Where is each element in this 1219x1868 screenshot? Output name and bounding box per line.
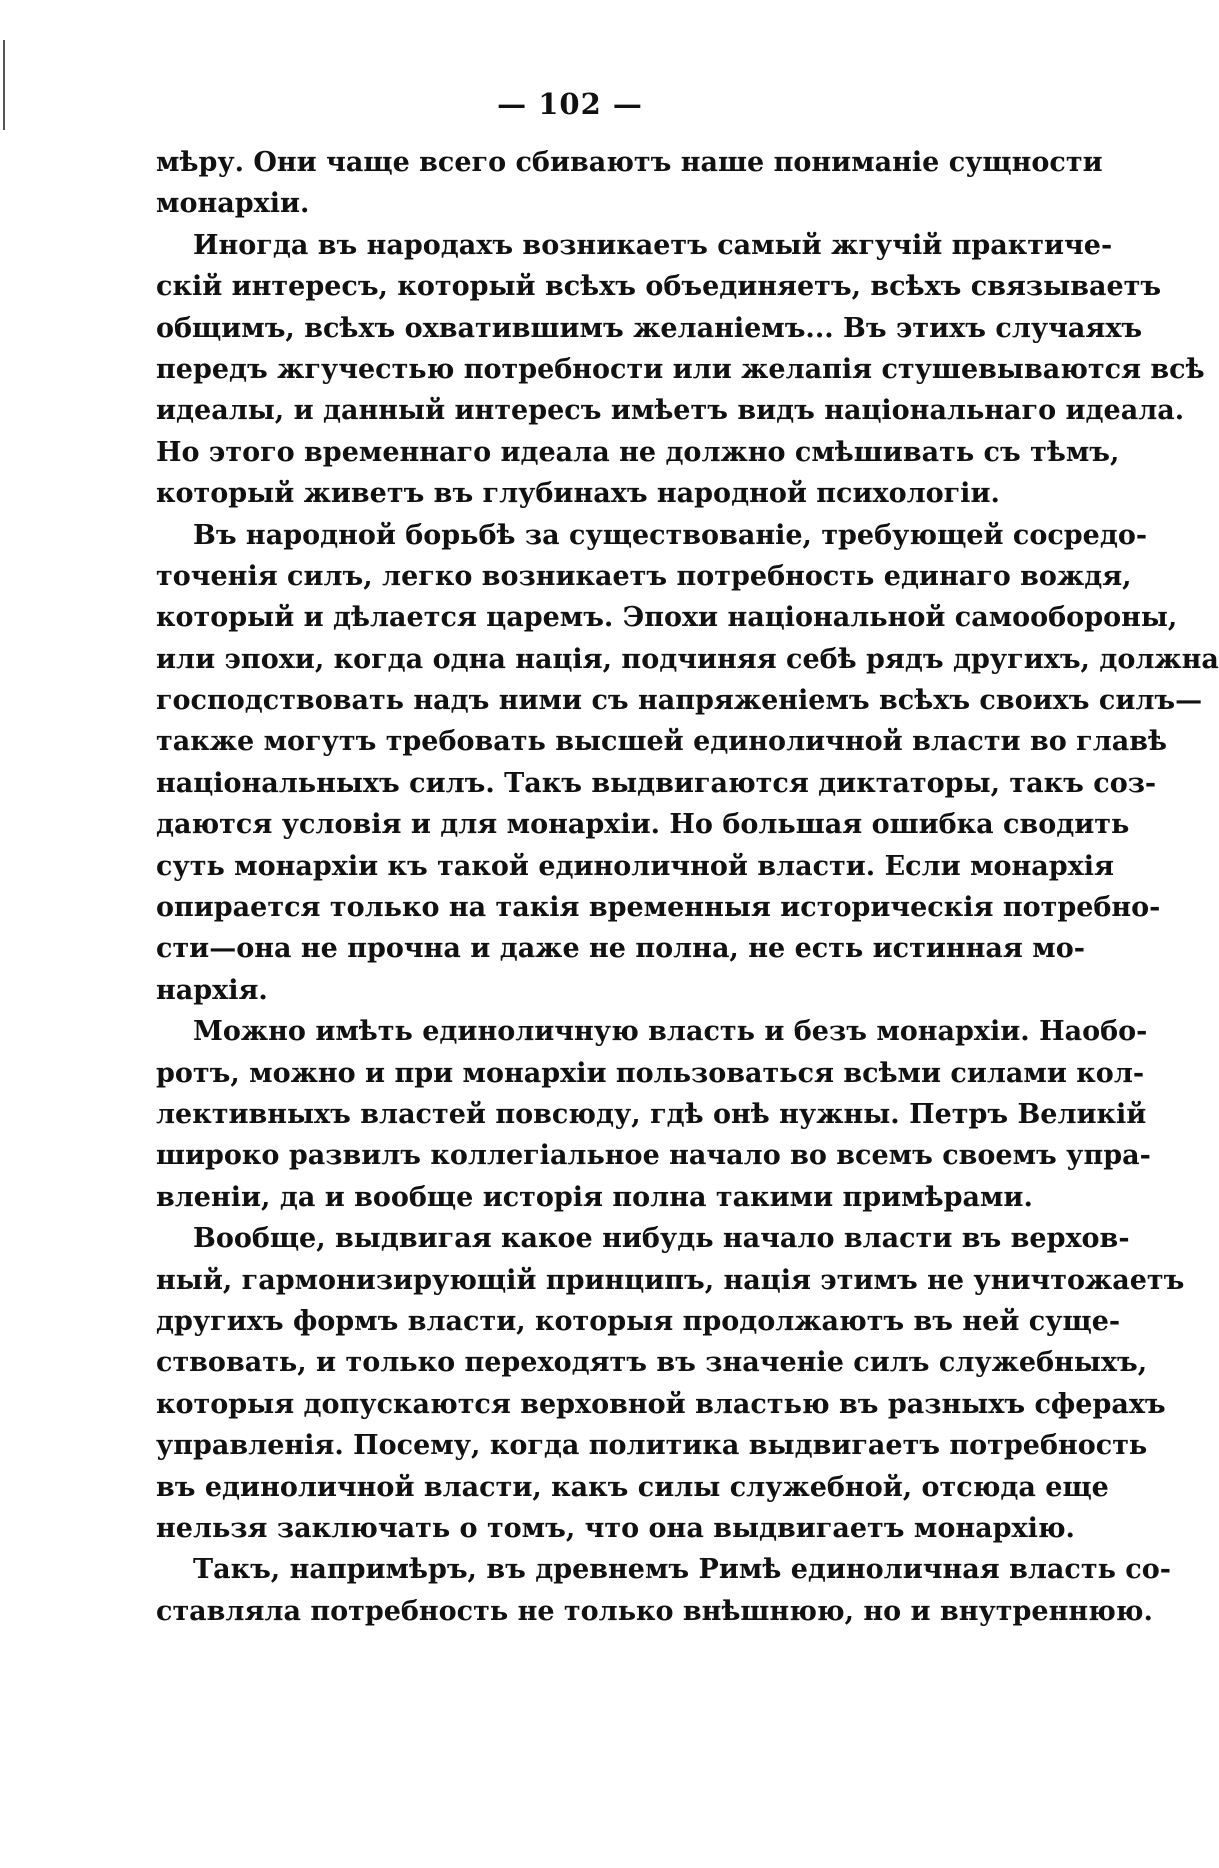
text-line: сти—она не прочна и даже не полна, не есть истинная мо-	[156, 933, 1085, 965]
text-line: національныхъ силъ. Такъ выдвигаются диктаторы, такъ соз-	[156, 767, 1157, 799]
text-line: Иногда въ народахъ возникаетъ самый жгучій практиче-	[193, 229, 1113, 261]
text-line: точенія силъ, легко возникаетъ потребность единаго вождя,	[156, 560, 1132, 592]
text-line: Можно имѣть единоличную власть и безъ монархіи. Наобо-	[193, 1016, 1148, 1048]
paragraph-2	[156, 225, 1205, 515]
text-line: монархіи.	[156, 188, 310, 220]
text-line: ствовать, и только переходятъ въ значеніе силъ служебныхъ,	[156, 1347, 1148, 1379]
paragraph-3	[156, 515, 1219, 1012]
paragraph-4	[156, 1011, 1151, 1218]
text-line: передъ жгучестью потребности или желапія стушевываются всѣ	[156, 353, 1205, 385]
text-line: идеалы, и данный интересъ имѣетъ видъ національнаго идеала.	[156, 395, 1185, 427]
paragraph-5	[156, 1218, 1185, 1549]
text-line: мѣру. Они чаще всего сбиваютъ наше пониманіе сущности	[156, 147, 1103, 178]
text-line: даются условія и для монархіи. Но большая ошибка сводить	[156, 809, 1130, 841]
text-line: Но этого временнаго идеала не должно смѣшивать съ тѣмъ,	[156, 436, 1120, 468]
text-line: другихъ формъ власти, которыя продолжаютъ въ ней суще-	[156, 1305, 1121, 1337]
text-line: также могутъ требовать высшей единоличной власти во главѣ	[156, 726, 1167, 758]
text-line: управленія. Посему, когда политика выдвигаетъ потребность	[156, 1430, 1148, 1462]
text-line: которыя допускаются верховной властью въ разныхъ сферахъ	[156, 1388, 1166, 1420]
text-line: ротъ, можно и при монархіи пользоваться всѣми силами кол-	[156, 1057, 1145, 1089]
text-line: господствовать надъ ними съ напряженіемъ всѣхъ своихъ силъ—	[156, 685, 1203, 717]
text-line: ставляла потребность не только внѣшнюю, но и внутреннюю.	[156, 1595, 1153, 1627]
paragraph-6	[156, 1549, 1171, 1632]
text-line: скій интересъ, который всѣхъ объединяетъ, всѣхъ связываетъ	[156, 271, 1162, 303]
text-line: Вообще, выдвигая какое нибудь начало власти въ верхов-	[193, 1223, 1130, 1255]
text-line: суть монархіи къ такой единоличной власти. Если монархія	[156, 850, 1114, 882]
text-line: широко развилъ коллегіальное начало во всемъ своемъ упра-	[156, 1140, 1151, 1172]
text-line: Въ народной борьбѣ за существованіе, требующей сосредо-	[193, 519, 1148, 551]
text-line: ный, гармонизирующій принципъ, нація этимъ не уничтожаетъ	[156, 1264, 1185, 1296]
text-line: или эпохи, когда одна нація, подчиняя себѣ рядъ другихъ, должна	[156, 643, 1219, 675]
text-line: лективныхъ властей повсюду, гдѣ онѣ нужны. Петръ Великій	[156, 1098, 1147, 1130]
text-line: опирается только на такія временныя историческія потребно-	[156, 892, 1161, 924]
body-text	[156, 142, 1219, 1632]
text-line: Такъ, напримѣръ, въ древнемъ Римѣ единоличная власть со-	[193, 1554, 1171, 1586]
text-line: который и дѣлается царемъ. Эпохи національной самообороны,	[156, 602, 1178, 634]
page-number: — 102 —	[497, 87, 643, 121]
paragraph-1	[156, 142, 1103, 225]
text-line: общимъ, всѣхъ охватившимъ желаніемъ... Въ этихъ случаяхъ	[156, 312, 1143, 344]
text-line: который живетъ въ глубинахъ народной психологіи.	[156, 478, 1000, 510]
text-line: вленіи, да и вообще исторія полна такими примѣрами.	[156, 1181, 1033, 1213]
text-line: въ единоличной власти, какъ силы служебной, отсюда еще	[156, 1471, 1109, 1503]
text-line: нархія.	[156, 974, 268, 1006]
text-line: нельзя заключать о томъ, что она выдвигаетъ монархію.	[156, 1512, 1075, 1544]
